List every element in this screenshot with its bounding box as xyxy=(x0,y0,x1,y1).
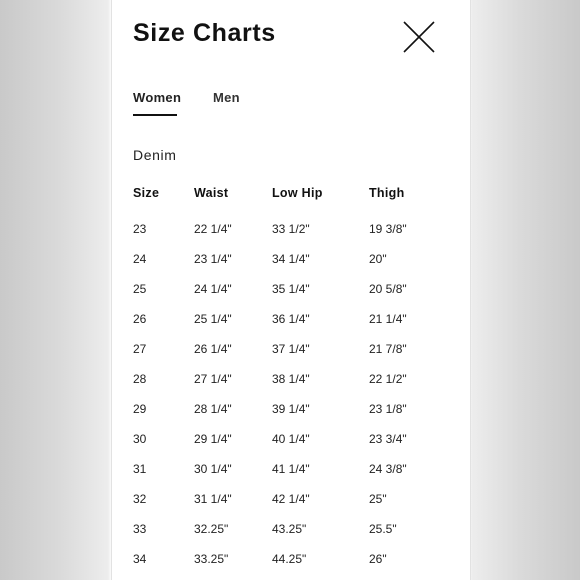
waist-cell: 29 1/4" xyxy=(194,432,232,446)
size-cell: 34 xyxy=(133,552,147,566)
table-row xyxy=(133,371,453,401)
size-cell: 27 xyxy=(133,342,147,356)
thigh-cell: 25.5" xyxy=(369,522,397,536)
table-header-row xyxy=(133,185,453,221)
thigh-cell: 22 1/2" xyxy=(369,372,407,386)
low-hip-cell: 40 1/4" xyxy=(272,432,310,446)
low-hip-cell: 38 1/4" xyxy=(272,372,310,386)
section-title-denim: Denim xyxy=(133,147,177,163)
tab-men[interactable]: Men xyxy=(213,90,240,105)
size-cell: 25 xyxy=(133,282,147,296)
size-table xyxy=(133,185,453,580)
low-hip-cell: 42 1/4" xyxy=(272,492,310,506)
close-button[interactable] xyxy=(402,20,436,54)
waist-cell: 26 1/4" xyxy=(194,342,232,356)
waist-cell: 31 1/4" xyxy=(194,492,232,506)
thigh-cell: 21 7/8" xyxy=(369,342,407,356)
header-thigh: Thigh xyxy=(369,186,405,200)
size-cell: 33 xyxy=(133,522,147,536)
size-cell: 24 xyxy=(133,252,147,266)
thigh-cell: 19 3/8" xyxy=(369,222,407,236)
table-row xyxy=(133,281,453,311)
size-cell: 23 xyxy=(133,222,147,236)
waist-cell: 27 1/4" xyxy=(194,372,232,386)
table-row xyxy=(133,311,453,341)
tab-women[interactable]: Women xyxy=(133,90,182,105)
waist-cell: 25 1/4" xyxy=(194,312,232,326)
size-cell: 28 xyxy=(133,372,147,386)
low-hip-cell: 44.25" xyxy=(272,552,307,566)
table-row xyxy=(133,461,453,491)
thigh-cell: 26" xyxy=(369,552,387,566)
waist-cell: 24 1/4" xyxy=(194,282,232,296)
table-row xyxy=(133,521,453,551)
low-hip-cell: 43.25" xyxy=(272,522,307,536)
waist-cell: 23 1/4" xyxy=(194,252,232,266)
low-hip-cell: 36 1/4" xyxy=(272,312,310,326)
low-hip-cell: 33 1/2" xyxy=(272,222,310,236)
gender-tabs xyxy=(133,90,453,118)
size-cell: 31 xyxy=(133,462,147,476)
table-row xyxy=(133,551,453,580)
active-tab-indicator xyxy=(133,114,177,116)
table-row xyxy=(133,491,453,521)
modal-title: Size Charts xyxy=(133,19,276,47)
thigh-cell: 21 1/4" xyxy=(369,312,407,326)
low-hip-cell: 41 1/4" xyxy=(272,462,310,476)
low-hip-cell: 35 1/4" xyxy=(272,282,310,296)
waist-cell: 28 1/4" xyxy=(194,402,232,416)
header-waist: Waist xyxy=(194,186,229,200)
table-row xyxy=(133,221,453,251)
thigh-cell: 23 1/8" xyxy=(369,402,407,416)
thigh-cell: 20 5/8" xyxy=(369,282,407,296)
thigh-cell: 20" xyxy=(369,252,387,266)
header-low-hip: Low Hip xyxy=(272,186,323,200)
waist-cell: 32.25" xyxy=(194,522,229,536)
low-hip-cell: 39 1/4" xyxy=(272,402,310,416)
low-hip-cell: 37 1/4" xyxy=(272,342,310,356)
thigh-cell: 24 3/8" xyxy=(369,462,407,476)
size-chart-modal xyxy=(111,0,471,580)
close-icon xyxy=(402,20,436,54)
low-hip-cell: 34 1/4" xyxy=(272,252,310,266)
waist-cell: 30 1/4" xyxy=(194,462,232,476)
table-row xyxy=(133,401,453,431)
size-cell: 26 xyxy=(133,312,147,326)
thigh-cell: 23 3/4" xyxy=(369,432,407,446)
table-row xyxy=(133,251,453,281)
table-body xyxy=(133,221,453,580)
table-row xyxy=(133,341,453,371)
size-cell: 32 xyxy=(133,492,147,506)
thigh-cell: 25" xyxy=(369,492,387,506)
waist-cell: 33.25" xyxy=(194,552,229,566)
table-row xyxy=(133,431,453,461)
size-cell: 29 xyxy=(133,402,147,416)
size-cell: 30 xyxy=(133,432,147,446)
waist-cell: 22 1/4" xyxy=(194,222,232,236)
header-size: Size xyxy=(133,186,160,200)
